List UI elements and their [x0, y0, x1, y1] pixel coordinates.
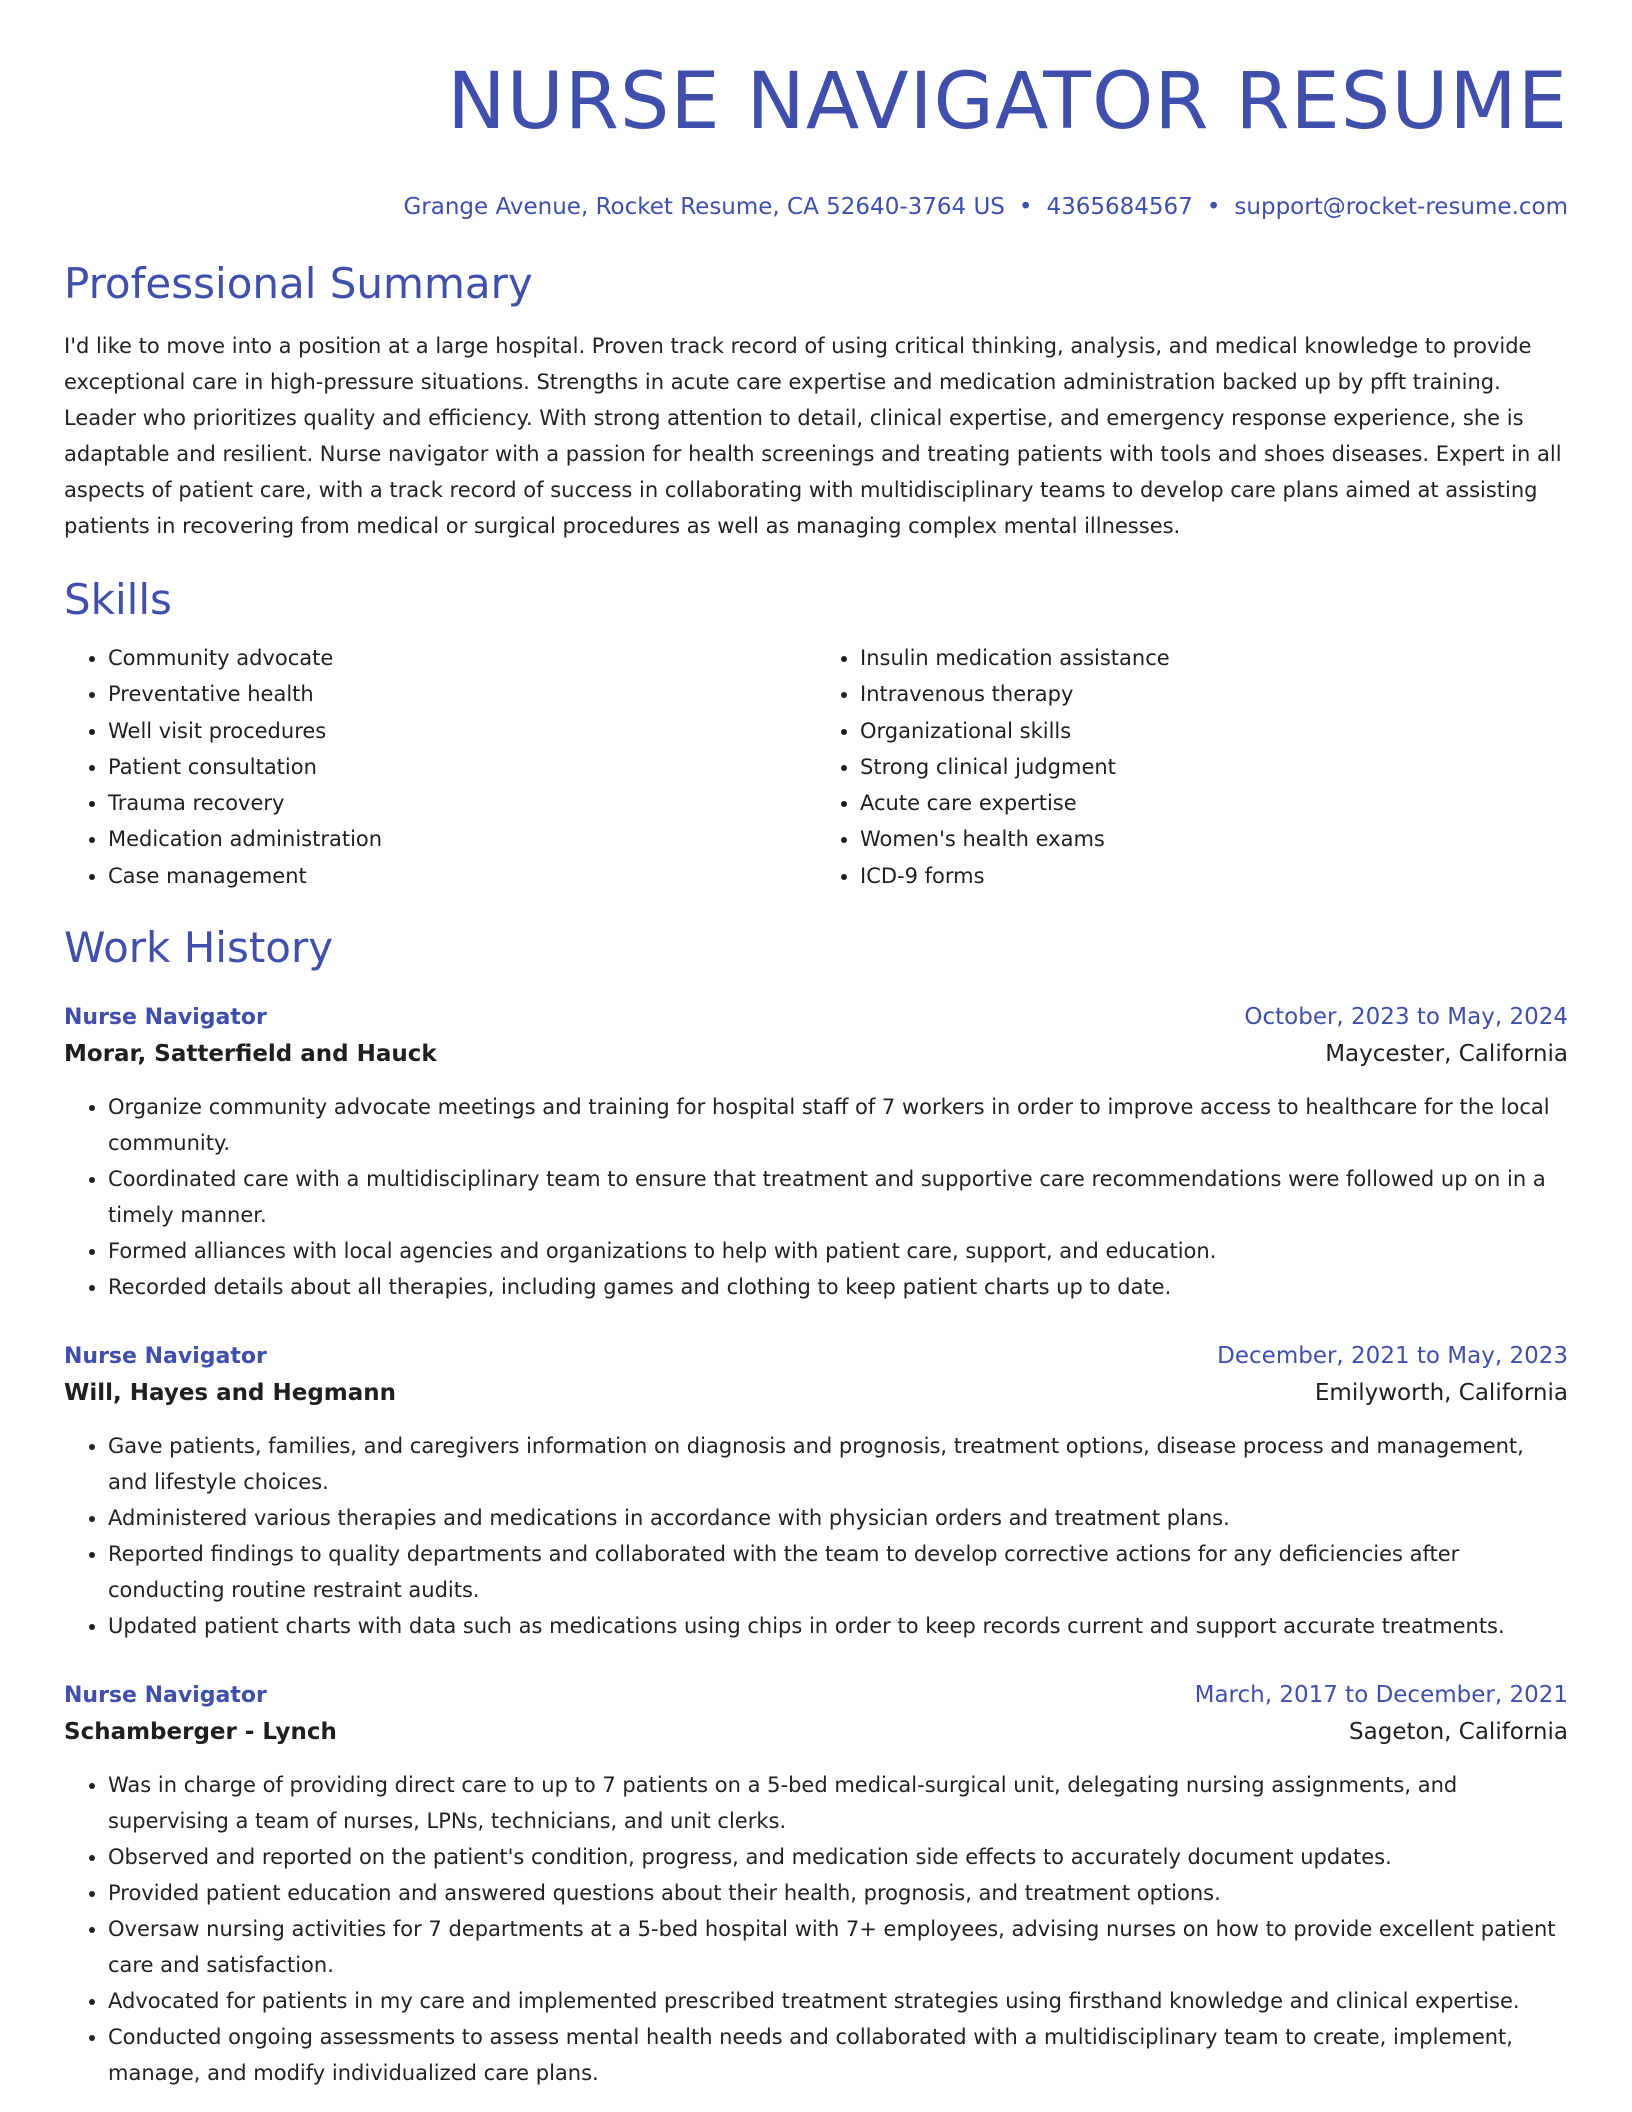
contact-phone: 4365684567 — [1046, 194, 1193, 220]
skill-item: • Well visit procedures — [108, 713, 816, 749]
skills-list-right — [816, 640, 1568, 894]
summary-heading: Professional Summary — [64, 259, 533, 308]
job-bullets — [64, 1767, 1568, 2091]
job-company: Schamberger - Lynch — [64, 1719, 337, 1746]
skill-item: • Women's health exams — [860, 821, 1568, 857]
job-location: Sageton, California — [1349, 1719, 1568, 1746]
skills-columns — [64, 640, 1568, 894]
job-bullet: • Oversaw nursing activities for 7 departments at a 5-bed hospital with 7+ employees, advising nurses on how to provide excellent patient care and satisfaction. — [108, 1911, 1568, 1983]
skill-item: • Medication administration — [108, 821, 816, 857]
skill-item: • Community advocate — [108, 640, 816, 676]
job-bullet: • Organize community advocate meetings and training for hospital staff of 7 workers in order to improve access to healthcare for the local community. — [108, 1089, 1568, 1161]
job-bullet: • Administered various therapies and medications in accordance with physician orders and treatment plans. — [108, 1500, 1568, 1536]
skill-item: • ICD-9 forms — [860, 858, 1568, 894]
skill-item: • Trauma recovery — [108, 785, 816, 821]
skill-item: • Preventative health — [108, 676, 816, 712]
job-bullet: • Gave patients, families, and caregivers information on diagnosis and prognosis, treatment options, disease process and management, and lifestyle choices. — [108, 1428, 1568, 1500]
skill-item: • Intravenous therapy — [860, 676, 1568, 712]
job-bullet: • Updated patient charts with data such as medications using chips in order to keep records current and support accurate treatments. — [108, 1608, 1568, 1644]
skill-item: • Patient consultation — [108, 749, 816, 785]
skills-heading: Skills — [64, 575, 172, 624]
skills-list-left — [64, 640, 816, 894]
job-dates: December, 2021 to May, 2023 — [1217, 1343, 1568, 1370]
skill-item: • Organizational skills — [860, 713, 1568, 749]
job-title: Nurse Navigator — [64, 1344, 267, 1370]
job-title-row — [64, 1000, 1568, 1035]
skill-item: • Strong clinical judgment — [860, 749, 1568, 785]
job-title-row — [64, 1678, 1568, 1713]
job-bullet: • Was in charge of providing direct care to up to 7 patients on a 5-bed medical-surgical unit, delegating nursing assignments, and supervising a team of nurses, LPNs, technicians, and unit clerks. — [108, 1767, 1568, 1839]
job-title: Nurse Navigator — [64, 1683, 267, 1709]
job-bullet: • Formed alliances with local agencies and organizations to help with patient care, support, and education. — [108, 1233, 1568, 1269]
job-bullet: • Recorded details about all therapies, including games and clothing to keep patient charts up to date. — [108, 1269, 1568, 1305]
contact-separator: • — [1018, 194, 1033, 220]
skill-item: • Insulin medication assistance — [860, 640, 1568, 676]
job-bullet: • Conducted ongoing assessments to assess mental health needs and collaborated with a multidisciplinary team to create, implement, manage, and modify individualized care plans. — [108, 2019, 1568, 2091]
job-entry — [64, 1678, 1568, 2091]
contact-line — [64, 192, 1568, 222]
job-dates: October, 2023 to May, 2024 — [1244, 1004, 1568, 1031]
job-bullet: • Coordinated care with a multidisciplinary team to ensure that treatment and supportive care recommendations were followed up on in a timely manner. — [108, 1161, 1568, 1233]
job-company-row — [64, 1035, 1568, 1073]
job-company-row — [64, 1374, 1568, 1412]
job-bullet: • Provided patient education and answered questions about their health, prognosis, and treatment options. — [108, 1875, 1568, 1911]
job-company: Morar, Satterfield and Hauck — [64, 1041, 437, 1068]
job-location: Emilyworth, California — [1314, 1380, 1568, 1407]
skill-item: • Acute care expertise — [860, 785, 1568, 821]
job-entry — [64, 1339, 1568, 1644]
job-dates: March, 2017 to December, 2021 — [1194, 1682, 1568, 1709]
job-bullet: • Reported findings to quality departments and collaborated with the team to develop corrective actions for any deficiencies after conducting routine restraint audits. — [108, 1536, 1568, 1608]
contact-separator: • — [1206, 194, 1221, 220]
job-location: Maycester, California — [1325, 1041, 1568, 1068]
job-entry — [64, 1000, 1568, 1305]
job-title-row — [64, 1339, 1568, 1374]
contact-email: support@rocket-resume.com — [1234, 194, 1568, 220]
work-history-heading: Work History — [64, 923, 334, 973]
job-bullets — [64, 1089, 1568, 1305]
job-company: Will, Hayes and Hegmann — [64, 1380, 397, 1407]
resume-title: NURSE NAVIGATOR RESUME — [447, 57, 1568, 147]
contact-address: Grange Avenue, Rocket Resume, CA 52640-3764 US — [403, 194, 1005, 220]
job-title: Nurse Navigator — [64, 1005, 267, 1031]
job-bullet: • Advocated for patients in my care and implemented prescribed treatment strategies using firsthand knowledge and clinical expertise. — [108, 1983, 1568, 2019]
summary-text: I'd like to move into a position at a large hospital. Proven track record of using critical thinking, analysis, and medical knowledge to provide exceptional care in high-pressure situations. Strengths in acute care expertise and medication administration backed up by pfft training. Leader who prioritizes quality and efficiency. With strong attention to detail, clinical expertise, and emergency response experience, she is adaptable and resilient. Nurse navigator with a passion for health screenings and treating patients with tools and shoes diseases. Expert in all aspects of patient care, with a track record of success in collaborating with multidisciplinary teams to develop care plans aimed at assisting patients in recovering from medical or surgical procedures as well as managing complex mental illnesses. — [64, 334, 1562, 538]
skill-item: • Case management — [108, 858, 816, 894]
job-bullets — [64, 1428, 1568, 1644]
job-bullet: • Observed and reported on the patient's condition, progress, and medication side effects to accurately document updates. — [108, 1839, 1568, 1875]
resume-header — [64, 52, 1568, 222]
job-company-row — [64, 1713, 1568, 1751]
